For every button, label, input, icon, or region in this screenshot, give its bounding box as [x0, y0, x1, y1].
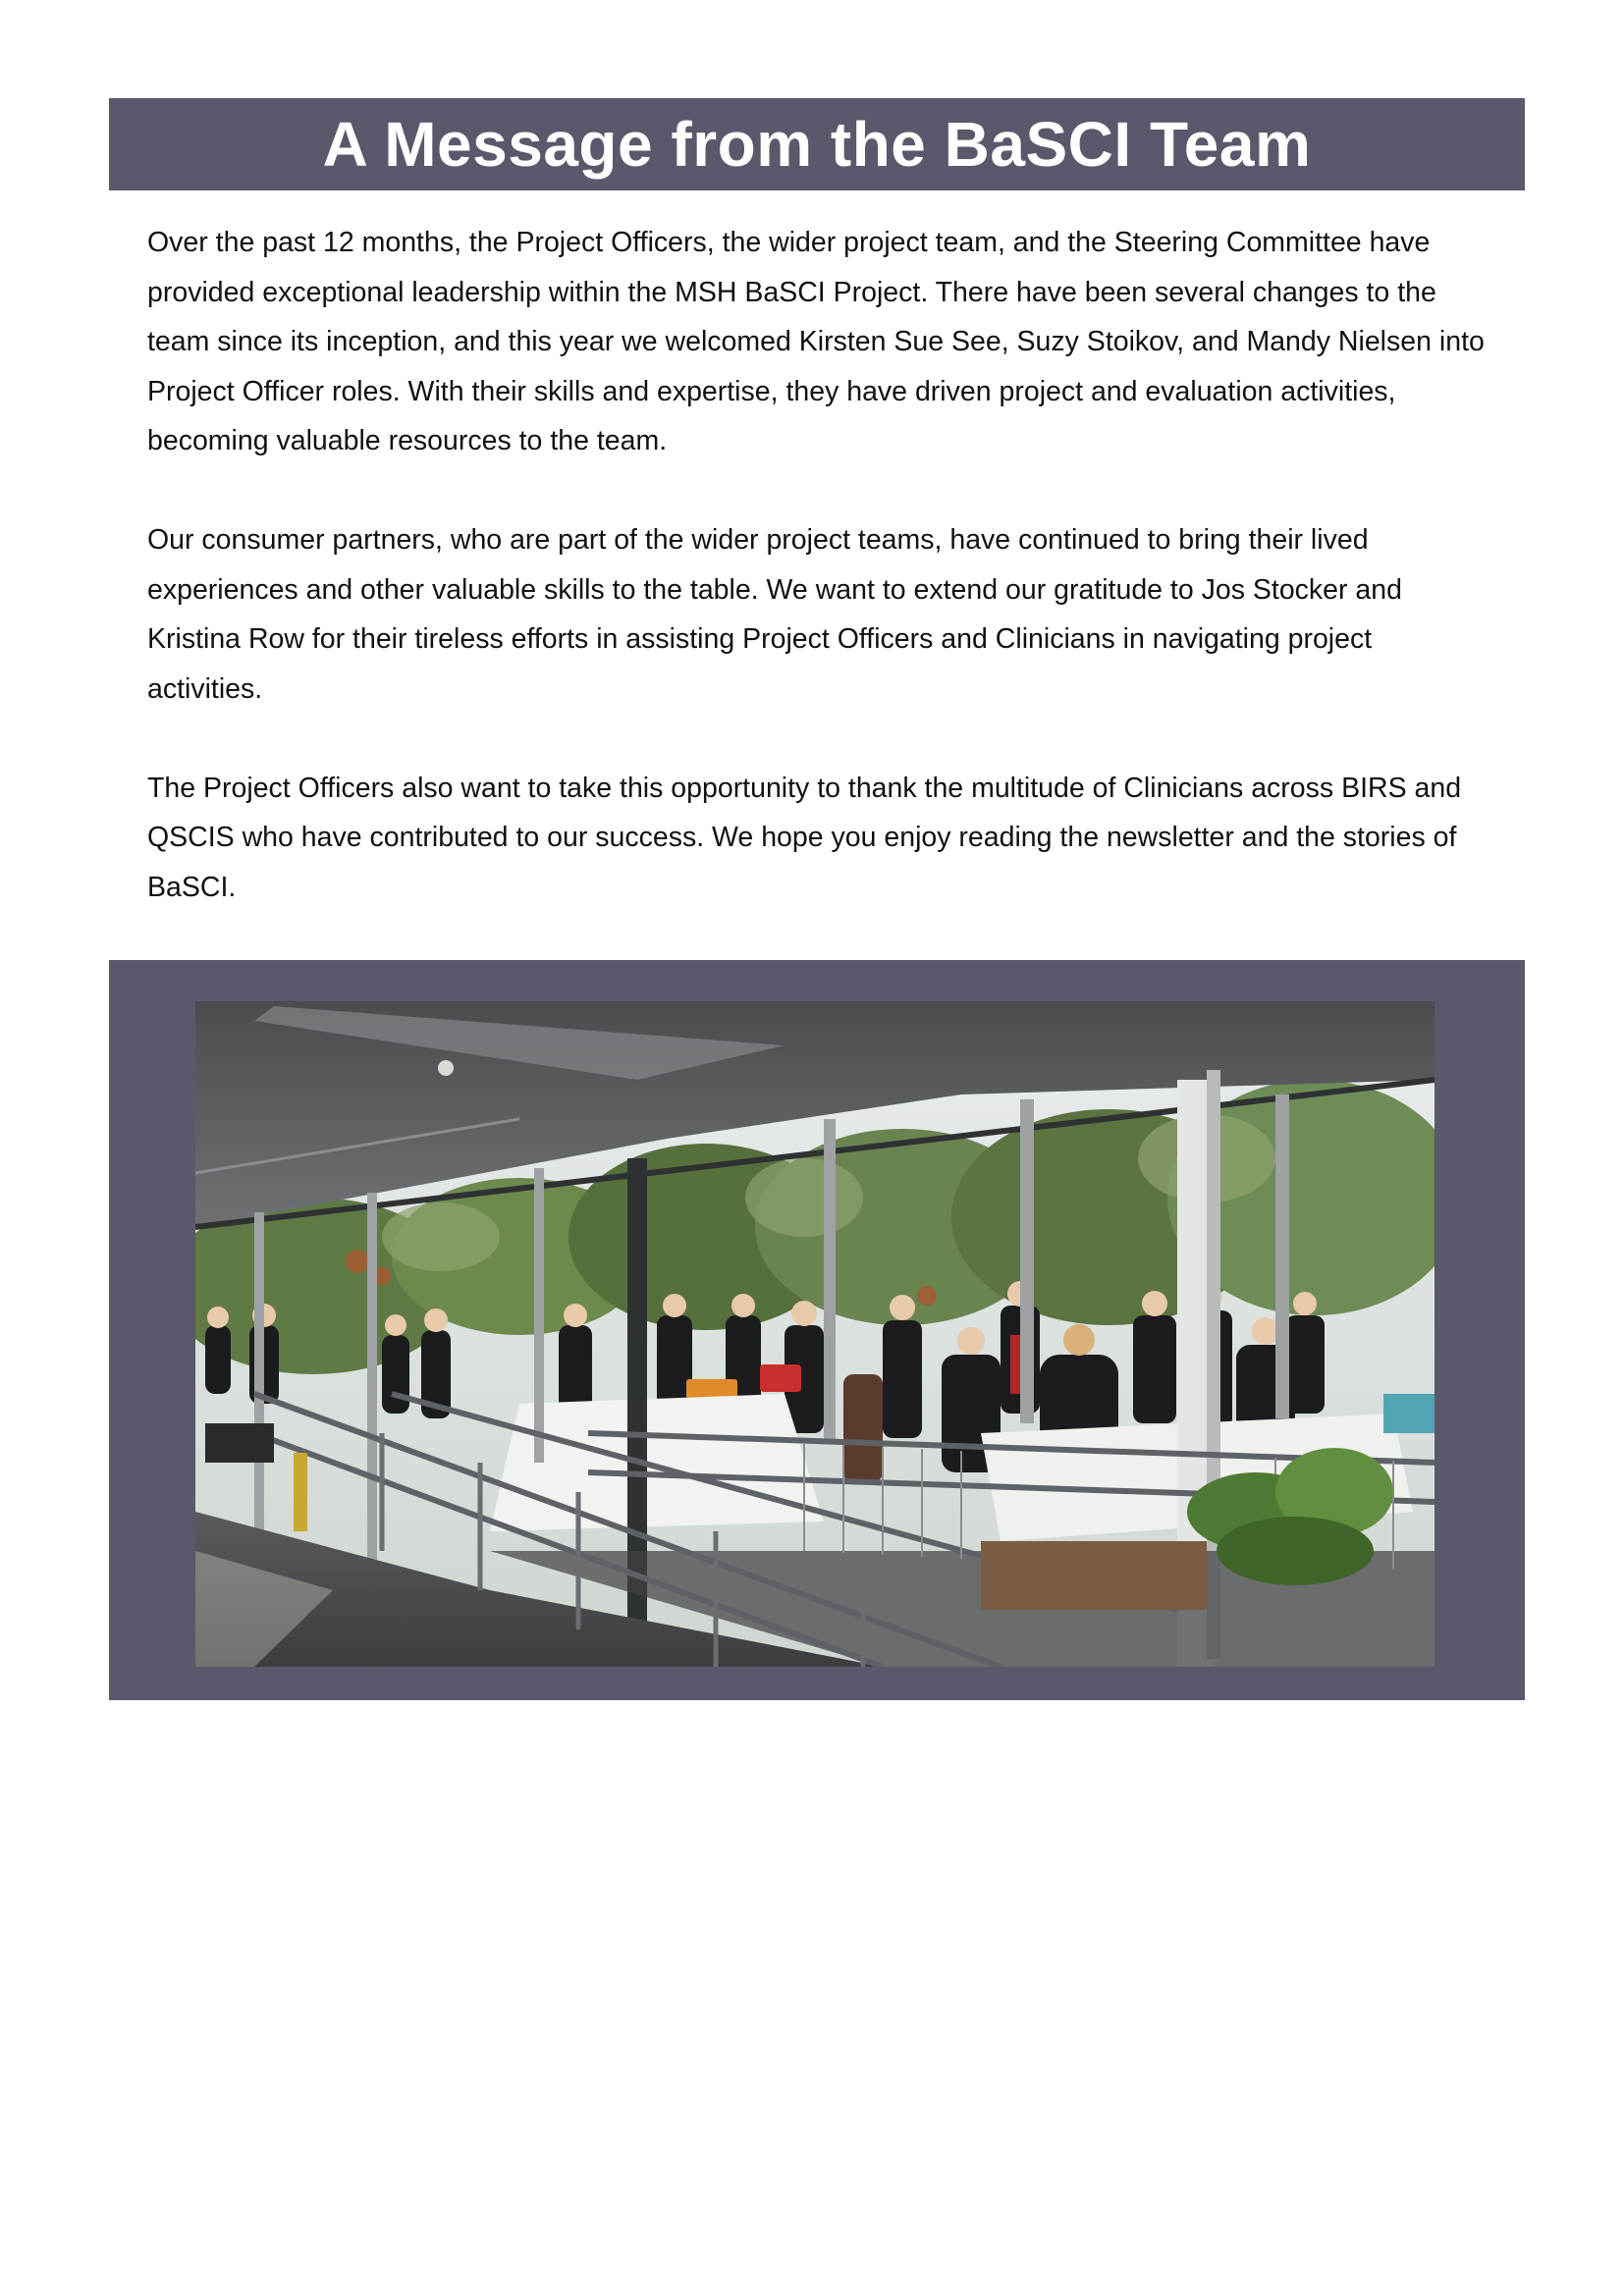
message-body — [147, 218, 1492, 962]
page-title: A Message from the BaSCI Team — [322, 109, 1312, 180]
team-event-photo — [195, 1001, 1435, 1667]
message-paragraph-2: Our consumer partners, who are part of the wider project teams, have continued to bring their lived experiences and other valuable skills to the table. We want to extend our gratitude to Jos Stocker and Kristina Row for their tireless efforts in assisting Project Officers and Clinicians in navigating project activities. — [147, 524, 1402, 705]
team-event-photo-illustration — [195, 1001, 1435, 1667]
message-paragraph-3: The Project Officers also want to take this opportunity to thank the multitude of Clinicians across BIRS and QSCIS who have contributed to our success. We hope you enjoy reading the newsletter and the stories of BaSCI. — [147, 772, 1462, 903]
photo-frame — [109, 960, 1525, 1700]
message-paragraph-1: Over the past 12 months, the Project Officers, the wider project team, and the Steering Committee have provided exceptional leadership within the MSH BaSCI Project. There have been several changes to the team since its inception, and this year we welcomed Kirsten Sue See, Suzy Stoikov, and Mandy Nielsen into Project Officer roles. With their skills and expertise, they have driven project and evaluation activities, becoming valuable resources to the team. — [147, 227, 1485, 456]
title-banner — [109, 98, 1525, 190]
